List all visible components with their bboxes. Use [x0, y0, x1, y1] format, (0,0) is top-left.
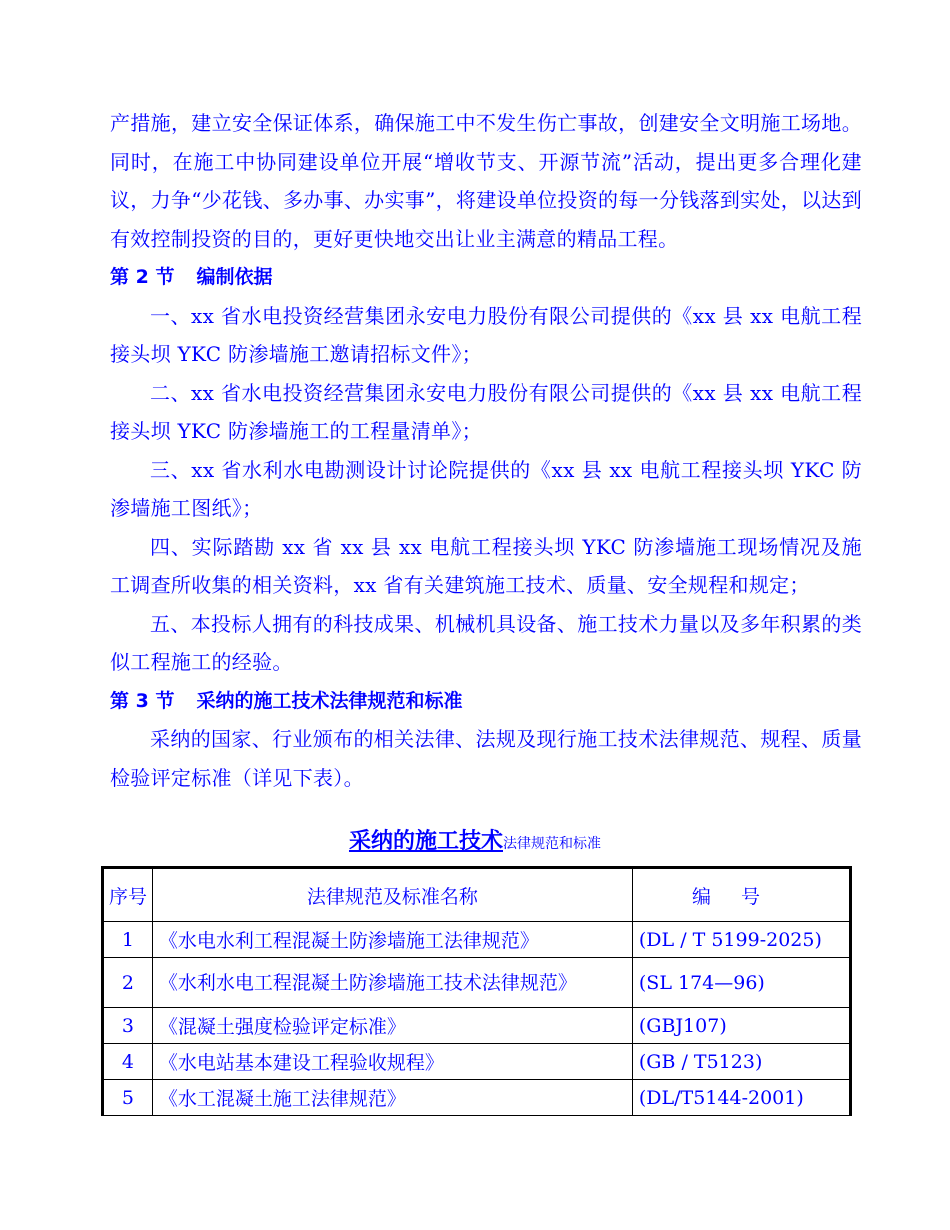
table-row: [103, 1044, 851, 1080]
table-row: [103, 1080, 851, 1116]
row-code: (DL / T 5199-2025): [632, 922, 850, 958]
table-row: [103, 1008, 851, 1044]
row-name: 《水电站基本建设工程验收规程》: [152, 1044, 632, 1080]
row-number: 4: [103, 1044, 153, 1080]
paragraph-continued: 产措施，建立安全保证体系，确保施工中不发生伤亡事故，创建安全文明施工场地。同时，在施工中协同建设单位开展“增收节支、开源节流”活动，提出更多合理化建议，力争“少花钱、多办事、办实事”，将建设单位投资的每一分钱落到实处，以达到有效控制投资的目的，更好更快地交出让业主满意的精品工程。: [110, 111, 862, 251]
row-code: (SL 174—96): [632, 958, 850, 1008]
section-2-number: 第 2 节: [110, 266, 175, 288]
row-number: 2: [103, 958, 153, 1008]
table-row: [103, 958, 851, 1008]
section-3-heading: [110, 682, 862, 721]
row-number: 3: [103, 1008, 153, 1044]
section-3-number: 第 3 节: [110, 689, 175, 712]
row-number: 1: [103, 922, 153, 958]
table-header-row: [103, 868, 851, 922]
header-code: 编号: [632, 868, 850, 922]
basis-item-4: 四、实际踏勘 xx 省 xx 县 xx 电航工程接头坝 YKC 防渗墙施工现场情况及施工调查所收集的相关资料，xx 省有关建筑施工技术、质量、安全规程和规定；: [110, 534, 862, 597]
header-name: 法律规范及标准名称: [152, 868, 632, 922]
row-number: 5: [103, 1080, 153, 1116]
basis-item-3: 三、xx 省水利水电勘测设计讨论院提供的《xx 县 xx 电航工程接头坝 YKC 防渗墙施工图纸》；: [110, 457, 862, 520]
table-title-main: 采纳的施工技术: [348, 829, 503, 854]
section-3-title: 采纳的施工技术法律规范和标准: [196, 689, 463, 712]
table-row: [103, 922, 851, 958]
section-3-intro: 采纳的国家、行业颁布的相关法律、法规及现行施工技术法律规范、规程、质量检验评定标准（详见下表）。: [110, 727, 862, 790]
section-2-title: 编制依据: [196, 266, 273, 288]
basis-item-1: 一、xx 省水电投资经营集团永安电力股份有限公司提供的《xx 县 xx 电航工程接头坝 YKC 防渗墙施工邀请招标文件》；: [110, 303, 862, 366]
document-body: [110, 104, 862, 797]
table-title: [0, 824, 950, 855]
standards-table: [101, 866, 852, 1116]
row-code: (GBJ107): [632, 1008, 850, 1044]
row-name: 《水电水利工程混凝土防渗墙施工法律规范》: [152, 922, 632, 958]
basis-item-5: 五、本投标人拥有的科技成果、机械机具设备、施工技术力量以及多年积累的类似工程施工的经验。: [110, 611, 862, 674]
row-name: 《水工混凝土施工法律规范》: [152, 1080, 632, 1116]
header-number: 序号: [103, 868, 153, 922]
row-name: 《混凝土强度检验评定标准》: [152, 1008, 632, 1044]
section-2-heading: [110, 258, 862, 297]
basis-item-2: 二、xx 省水电投资经营集团永安电力股份有限公司提供的《xx 县 xx 电航工程接头坝 YKC 防渗墙施工的工程量清单》；: [110, 380, 862, 443]
row-code: (DL/T5144-2001): [632, 1080, 850, 1116]
table-title-suffix: 法律规范和标准: [503, 836, 601, 852]
row-name: 《水利水电工程混凝土防渗墙施工技术法律规范》: [152, 958, 632, 1008]
row-code: (GB / T5123): [632, 1044, 850, 1080]
